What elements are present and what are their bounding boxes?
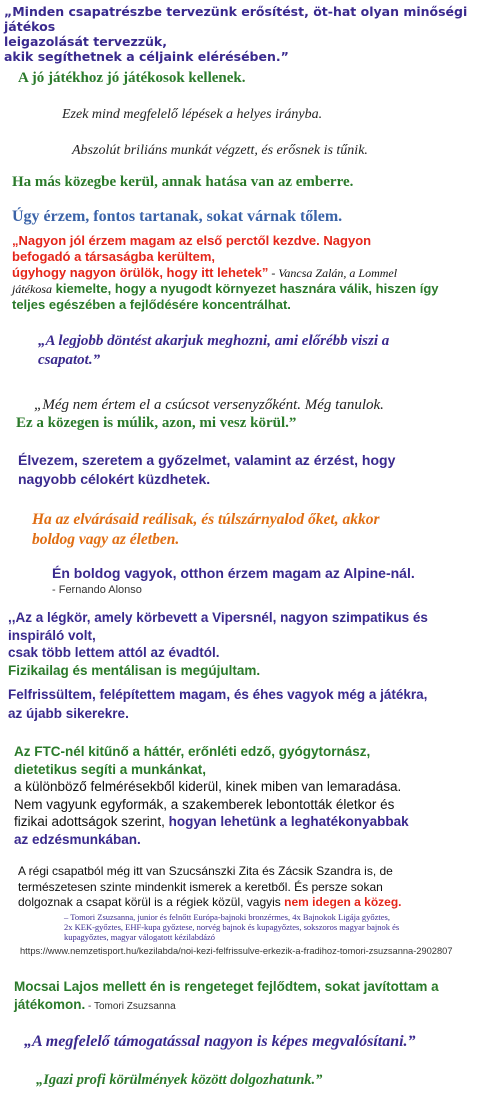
quote-line: természetesen szinte mindenkit ismerek a keretből. És persze sokan [18, 879, 383, 894]
quote-line: Mocsai Lajos mellett én is rengeteget fejlődtem, sokat javítottam a [14, 979, 439, 994]
quote-best-decision [38, 332, 389, 370]
quote-line: hogyan lehetünk a leghatékonyabbak [168, 814, 409, 829]
quote-line: csak több lettem attól az évadtól. [8, 645, 220, 660]
quote-line: játékomon. [14, 997, 86, 1012]
quote-line: Én boldog vagyok, otthon érzem magam az Alpine-nál. [52, 565, 415, 581]
quote-attribution: - Fernando Alonso [52, 584, 142, 596]
quote-brilliant-work: Abszolút briliáns munkát végzett, és erősnek is tűnik. [72, 143, 368, 158]
quote-other-environment: Ha más közegbe kerül, annak hatása van az emberre. [12, 174, 354, 190]
quote-attribution: 2x KEK-győztes, EHF-kupa győztese, norvég bajnok és kupagyőztes, sokszoros magyar bajnok és [64, 922, 400, 932]
quote-line: Élvezem, szeretem a győzelmet, valamint az érzést, hogy [18, 452, 396, 468]
quote-line: csapatot.” [38, 352, 101, 368]
quote-line: leigazolását tervezzük, [4, 34, 167, 49]
quote-vipers-atmosphere [8, 609, 428, 679]
quote-alonso [52, 565, 415, 599]
quote-line: akik segíthetnek a céljaink elérésében.” [4, 49, 289, 64]
quote-line: ,,Az a légkör, amely körbevett a Vipersnél, nagyon szimpatikus és [8, 610, 428, 625]
quote-line: dietetikus segíti a munkánkat, [14, 761, 207, 777]
quote-attribution: – Tomori Zsuzsanna, junior és felnőtt Európa-bajnoki bronzérmes, 4x Bajnokok Ligája győztes, [64, 912, 390, 922]
quote-line: A régi csapatból még itt van Szucsánszki Zita és Zácsik Szandra is, de [18, 864, 393, 878]
quote-attribution: - Tomori Zsuzsanna [85, 1001, 176, 1012]
quote-attribution: - Vancsa Zalán, a Lommel [268, 266, 398, 280]
quote-right-steps: Ezek mind megfelelő lépések a helyes irányba. [62, 107, 323, 122]
quote-love-winning [18, 451, 395, 489]
quote-line: a különböző felmérésekből kiderül, kinek miben van lemaradása. [14, 779, 402, 794]
quote-attribution: kupagyőztes, magyar válogatott kézilabdázó [64, 932, 216, 942]
quote-line: az edzésmunkában. [14, 831, 141, 847]
quote-line: teljes egészében a fejlődésére koncentrálhat. [12, 297, 291, 312]
quote-attribution-tomori [64, 912, 399, 942]
quote-line: nagyobb célokért küzdhetek. [18, 471, 211, 487]
quote-line: „Még nem értem el a csúcsot versenyzőként. Még tanulok. [34, 397, 384, 413]
quote-attribution: játékosa [12, 282, 52, 296]
quote-line: fizikai adottságok szerint, [14, 814, 169, 829]
quote-refreshed [8, 685, 427, 723]
quote-line: Fizikailag és mentálisan is megújultam. [8, 662, 261, 678]
quote-line: az újabb sikerekre. [8, 706, 129, 721]
quote-tomori-old-team [18, 864, 402, 911]
quote-line: „Nagyon jól érzem magam az első perctől kezdve. [12, 233, 320, 248]
quote-line: Nem vagyunk egyformák, a szakemberek lebontották életkor és [14, 796, 395, 812]
quote-line: inspiráló volt, [8, 627, 96, 643]
quote-season-reinforcements [4, 4, 495, 64]
quote-line: nem idegen a közeg. [284, 895, 402, 909]
quote-line: befogadó a társaságba kerültem, [12, 249, 216, 264]
quote-not-reached-peak [16, 396, 384, 432]
quote-line: Ha az elvárásaid reálisak, és túlszárnyalod őket, akkor [32, 511, 380, 528]
quote-proper-support: „A megfelelő támogatással nagyon is képes megvalósítani.” [24, 1033, 416, 1050]
quote-mocsai [14, 978, 439, 1016]
quote-good-players: A jó játékhoz jó játékosok kellenek. [18, 70, 246, 86]
quote-line: dolgoznak a csapat körül is a régiek közül, vagyis [18, 895, 285, 909]
quote-line: Az FTC-nél kitűnő a háttér, erőnléti edző, gyógytornász, [14, 744, 371, 759]
quote-line: Ez a közegen is múlik, azon, mi vesz körül.” [16, 415, 297, 431]
source-url-link[interactable]: https://www.nemzetisport.hu/kezilabda/noi-kezi-felfrissulve-erkezik-a-fradihoz-tomori-zsuzsanna-2902807 [20, 946, 453, 956]
quote-line: Nagyon [323, 233, 372, 248]
quote-realistic-expectations [32, 510, 379, 550]
quote-vancsa-zalan [12, 233, 439, 313]
quote-they-value-me: Úgy érzem, fontos tartanak, sokat várnak tőlem. [12, 208, 343, 225]
quote-professional-conditions: „Igazi profi körülmények között dolgozhatunk.” [36, 1072, 323, 1088]
quote-line: boldog vagy az életben. [32, 531, 180, 548]
quote-line: úgyhogy nagyon örülök, hogy itt lehetek” [12, 265, 269, 280]
quote-line: kiemelte, hogy a nyugodt környezet hasznára válik, hiszen így [52, 281, 439, 296]
quote-ftc-background [14, 743, 409, 848]
quote-line: „A legjobb döntést akarjuk meghozni, ami előrébb viszi a [38, 333, 390, 349]
quote-line: Felfrissültem, felépítettem magam, és éhes vagyok még a játékra, [8, 687, 428, 702]
quote-line: „Minden csapatrészbe tervezünk erősítést, öt-hat olyan minőségi játékos [4, 4, 468, 34]
